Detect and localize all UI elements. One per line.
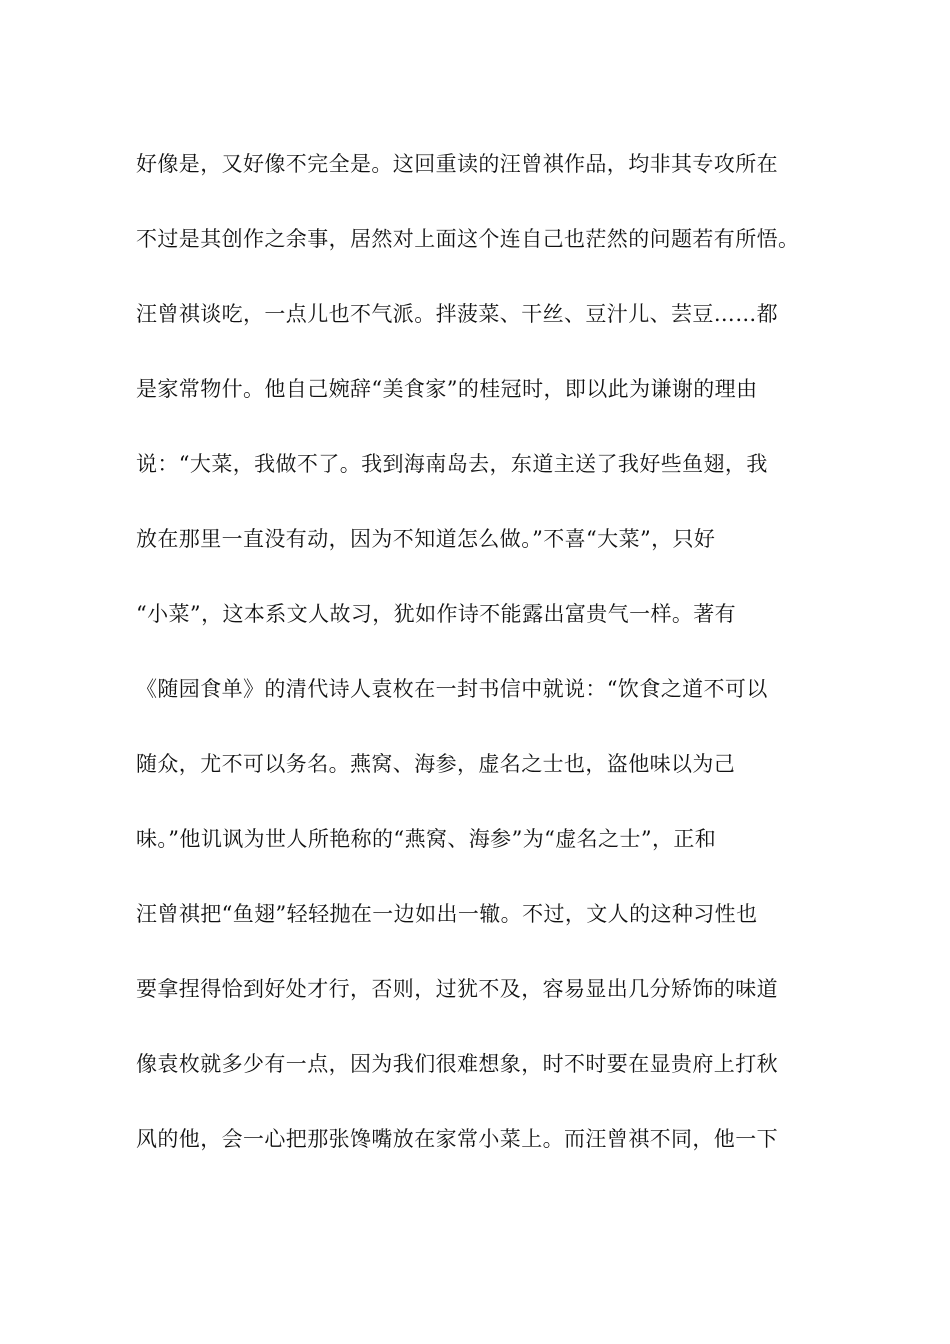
body-text [136, 136, 826, 1186]
text-line: 像袁枚就多少有一点，因为我们很难想象，时不时要在显贵府上打秋 [136, 1052, 778, 1076]
text-line: 说：“大菜，我做不了。我到海南岛去，东道主送了我好些鱼翅，我 [136, 452, 768, 476]
text-line: 要拿捏得恰到好处才行，否则，过犹不及，容易显出几分矫饰的味道 [136, 977, 778, 1001]
text-line: “小菜”，这本系文人故习，犹如作诗不能露出富贵气一样。著有 [136, 602, 737, 626]
text-line: 《随园食单》的清代诗人袁枚在一封书信中就说：“饮食之道不可以 [136, 677, 768, 701]
text-line: 好像是，又好像不完全是。这回重读的汪曾祺作品，均非其专攻所在 [136, 152, 778, 176]
text-line: 汪曾祺把“鱼翅”轻轻抛在一边如出一辙。不过，文人的这种习性也 [136, 902, 758, 926]
text-line: 风的他，会一心把那张馋嘴放在家常小菜上。而汪曾祺不同，他一下 [136, 1127, 778, 1151]
text-line: 放在那里一直没有动，因为不知道怎么做。”不喜“大菜”，只好 [136, 527, 716, 551]
text-line: 不过是其创作之余事，居然对上面这个连自己也茫然的问题若有所悟。 [136, 227, 800, 251]
text-line: 是家常物什。他自己婉辞“美食家”的桂冠时，即以此为谦谢的理由 [136, 377, 758, 401]
text-line: 味。”他讥讽为世人所艳称的“燕窝、海参”为“虚名之士”，正和 [136, 827, 717, 851]
text-line: 随众，尤不可以务名。燕窝、海参，虚名之士也，盗他味以为己 [136, 752, 736, 776]
text-line: 汪曾祺谈吃，一点儿也不气派。拌菠菜、干丝、豆汁儿、芸豆……都 [136, 302, 778, 326]
